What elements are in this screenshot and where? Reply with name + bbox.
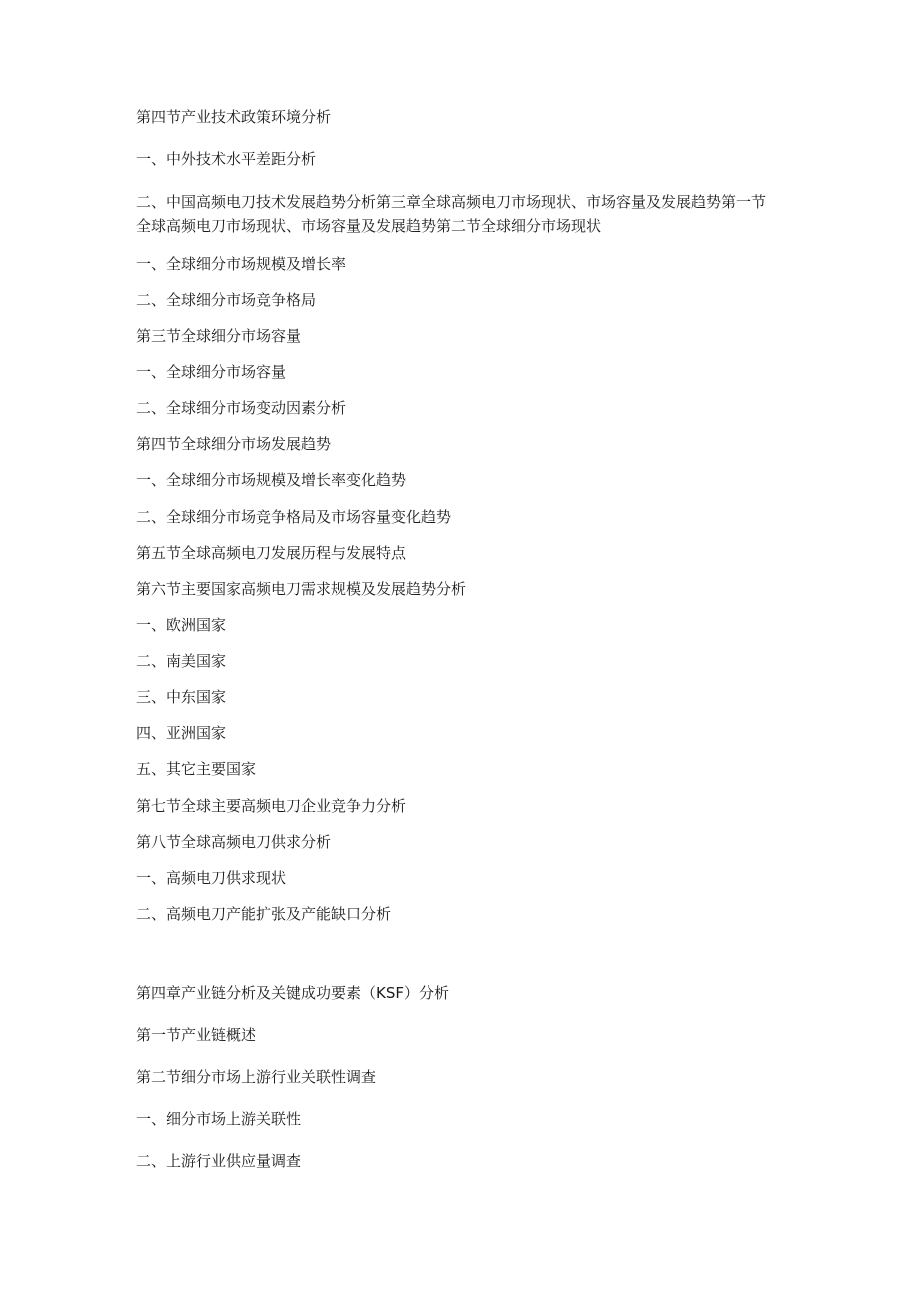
toc-line: 二、全球细分市场竞争格局 [136,291,317,309]
toc-line: 二、高频电刀产能扩张及产能缺口分析 [136,905,392,923]
toc-line: 第六节主要国家高频电刀需求规模及发展趋势分析 [136,580,467,598]
toc-line: 一、中外技术水平差距分析 [136,150,317,168]
toc-line: 第四节全球细分市场发展趋势 [136,435,332,453]
toc-line: 二、中国高频电刀技术发展趋势分析第三章全球高频电刀市场现状、市场容量及发展趋势第一节全球高频电刀市场现状、市场容量及发展趋势第二节全球细分市场现状 [136,193,767,235]
toc-line: 一、全球细分市场规模及增长率变化趋势 [136,471,407,489]
toc-line: 二、全球细分市场变动因素分析 [136,399,347,417]
toc-line: 第五节全球高频电刀发展历程与发展特点 [136,544,407,562]
toc-line: 五、其它主要国家 [136,760,257,778]
toc-line: 二、上游行业供应量调查 [136,1152,302,1170]
toc-line: 第八节全球高频电刀供求分析 [136,833,332,851]
toc-line: 第二节细分市场上游行业关联性调查 [136,1068,377,1086]
toc-line: 第四节产业技术政策环境分析 [136,108,332,126]
toc-line: 一、全球细分市场规模及增长率 [136,255,347,273]
toc-line: 一、欧洲国家 [136,616,227,634]
toc-line: 三、中东国家 [136,688,227,706]
toc-line: 第三节全球细分市场容量 [136,327,302,345]
toc-line: 二、南美国家 [136,652,227,670]
toc-line: 第一节产业链概述 [136,1026,257,1044]
toc-line: 一、高频电刀供求现状 [136,869,287,887]
toc-line: 四、亚洲国家 [136,724,227,742]
toc-line: 第七节全球主要高频电刀企业竞争力分析 [136,797,407,815]
toc-line: 第四章产业链分析及关键成功要素（KSF）分析 [136,984,449,1002]
toc-line: 一、全球细分市场容量 [136,363,287,381]
toc-line: 一、细分市场上游关联性 [136,1110,302,1128]
toc-line: 二、全球细分市场竞争格局及市场容量变化趋势 [136,508,452,526]
